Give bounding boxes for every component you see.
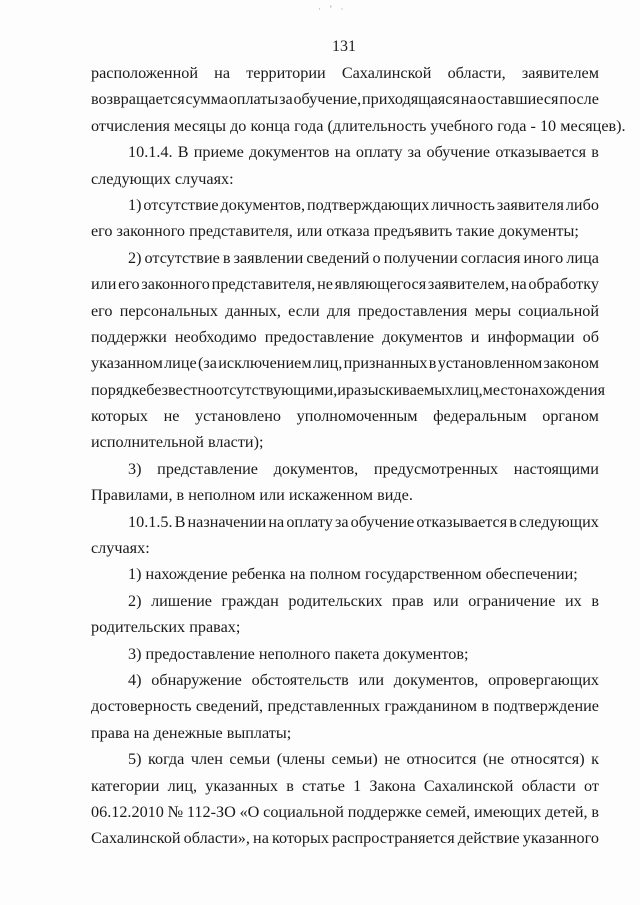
word: предоставления xyxy=(357,301,468,320)
word: предоставление xyxy=(264,327,375,346)
text-line xyxy=(91,271,599,297)
word: Сахалинской xyxy=(91,829,181,848)
word: обучение xyxy=(350,512,415,531)
word: за xyxy=(334,512,349,531)
text-line: родительских правах; xyxy=(91,618,241,637)
word: оплаты xyxy=(228,90,279,109)
word: обнаружение xyxy=(151,670,242,689)
word: области, xyxy=(447,64,506,82)
word: о xyxy=(372,248,381,267)
word: отказывается xyxy=(416,512,508,531)
word: сведений, xyxy=(195,697,264,716)
text-line xyxy=(91,773,599,799)
word: приеме xyxy=(193,143,244,162)
word: распространяется xyxy=(332,829,455,848)
word: 2) xyxy=(128,591,142,610)
word: в xyxy=(591,802,599,821)
word: отсутствующими, xyxy=(214,380,338,399)
word: лишение xyxy=(151,591,212,610)
word: Закона xyxy=(369,776,416,795)
word: в xyxy=(509,512,517,531)
text-line: случаях: xyxy=(91,539,150,558)
word: безвестно xyxy=(146,380,215,399)
word: действие xyxy=(457,829,520,848)
word: (члены xyxy=(276,750,326,769)
word: указанного xyxy=(522,829,599,848)
word: и xyxy=(337,380,346,399)
word: персональных xyxy=(119,301,219,320)
word: являющегося xyxy=(334,275,427,294)
word: Сахалинской xyxy=(341,64,432,82)
word: 06.12.2010 xyxy=(91,802,164,821)
text-line: следующих случаях: xyxy=(91,169,234,188)
word: В xyxy=(177,143,189,162)
word: № xyxy=(167,802,184,821)
word: на xyxy=(268,512,285,531)
text-line xyxy=(91,588,599,614)
word: не xyxy=(384,750,401,769)
word: исключением xyxy=(218,354,312,373)
word: член xyxy=(190,750,223,769)
word: документов xyxy=(382,327,463,346)
word: области», xyxy=(183,829,250,848)
word: место xyxy=(482,380,523,399)
word: имеющих xyxy=(473,802,542,821)
word: ограничение xyxy=(468,591,556,610)
word: либо xyxy=(565,195,599,214)
page-number: 131 xyxy=(332,38,356,55)
word: лиц, xyxy=(453,380,483,399)
word: 5) xyxy=(128,750,142,769)
word: меры xyxy=(474,301,511,320)
scan-artifact: · ʼ · xyxy=(318,4,347,14)
text-line xyxy=(91,667,599,693)
text-line xyxy=(91,693,599,719)
word: поддержки xyxy=(91,327,167,346)
word: на xyxy=(214,64,231,82)
word: приходящаяся xyxy=(361,90,460,109)
text-line xyxy=(91,509,599,535)
word: 10.1.4. xyxy=(128,143,173,162)
word: его xyxy=(118,275,140,294)
word: заявлении xyxy=(233,248,304,267)
text-line: исполнительной власти); xyxy=(91,433,264,452)
word: семьи) xyxy=(331,750,378,769)
word: подтверждение xyxy=(493,697,599,716)
word: настоящими xyxy=(513,459,599,478)
word: относятся) xyxy=(510,750,585,769)
word: за xyxy=(279,90,293,109)
word: возвращается xyxy=(91,90,185,109)
word: или xyxy=(91,275,117,294)
word: 2) xyxy=(128,248,142,267)
word: обработку xyxy=(528,275,599,294)
text-line xyxy=(91,60,599,86)
word: об xyxy=(582,327,599,346)
word: обучение xyxy=(426,143,491,162)
word: необходимо xyxy=(174,327,257,346)
word: федеральным xyxy=(433,407,527,426)
word: уполномоченным xyxy=(296,407,418,426)
word: его xyxy=(91,301,113,320)
word: когда xyxy=(147,750,185,769)
text-line xyxy=(91,324,599,350)
word: заявителем xyxy=(521,64,599,82)
word: представление xyxy=(157,459,258,478)
text-line xyxy=(91,403,599,429)
word: семей, xyxy=(425,802,471,821)
word: согласия xyxy=(460,248,521,267)
word: расположенной xyxy=(91,64,199,82)
word: личность xyxy=(431,195,495,214)
word: Сахалинской xyxy=(423,776,514,795)
word: назначении xyxy=(187,512,267,531)
text-line xyxy=(91,377,606,403)
word: представленных xyxy=(267,697,381,716)
text-line: отчисления месяцы до конца года (длительность учебного года - 10 месяцев). xyxy=(91,116,626,135)
word: отсутствие xyxy=(143,195,219,214)
word: подтверждающих xyxy=(307,195,430,214)
text-line xyxy=(91,456,599,482)
text-line: Правилами, в неполном или искаженном виде. xyxy=(91,486,413,505)
word: области xyxy=(521,776,576,795)
word: заявителя xyxy=(496,195,564,214)
word: законом xyxy=(543,354,599,373)
word: семьи xyxy=(229,750,271,769)
text-line: его законного представителя, или отказа предъявить такие документы; xyxy=(91,222,579,241)
word: в xyxy=(591,591,599,610)
word: документов, xyxy=(393,670,479,689)
word: установленном xyxy=(437,354,543,373)
word: признанных xyxy=(343,354,428,373)
word: в xyxy=(286,776,294,795)
text-line xyxy=(91,799,599,825)
word: прав xyxy=(392,591,424,610)
word: нахождения xyxy=(522,380,606,399)
word: не xyxy=(163,407,180,426)
word: отсутствие xyxy=(144,248,220,267)
word: родительских xyxy=(288,591,383,610)
word: сведений xyxy=(306,248,370,267)
word: следующих xyxy=(519,512,599,531)
word: оплату xyxy=(286,512,333,531)
word: получении xyxy=(383,248,458,267)
word: оставшиеся xyxy=(477,90,559,109)
word: от xyxy=(583,776,599,795)
text-line xyxy=(91,350,599,376)
word: информации xyxy=(487,327,575,346)
text-line xyxy=(91,245,599,271)
text-line xyxy=(91,139,599,165)
word: территории xyxy=(246,64,326,82)
word: законного xyxy=(141,275,210,294)
word: в xyxy=(591,143,599,162)
word: обстоятельств xyxy=(251,670,349,689)
word: указанных xyxy=(205,776,279,795)
word: поддержке xyxy=(347,802,422,821)
word: на xyxy=(510,275,527,294)
word: статье xyxy=(302,776,345,795)
word: отказывается xyxy=(495,143,587,162)
word: относится xyxy=(406,750,477,769)
word: или xyxy=(433,591,459,610)
word: 112-ЗО xyxy=(186,802,236,821)
word: если xyxy=(288,301,320,320)
text-line xyxy=(91,298,599,324)
word: представителя, xyxy=(211,275,316,294)
word: органом xyxy=(542,407,599,426)
word: или xyxy=(358,670,384,689)
word: 1 xyxy=(353,776,362,795)
word: которых xyxy=(91,407,148,426)
word: в xyxy=(428,354,437,373)
word: для xyxy=(326,301,351,320)
document-body xyxy=(91,60,626,852)
word: лице xyxy=(164,354,197,373)
word: на xyxy=(253,829,269,848)
word: социальной xyxy=(263,802,344,821)
word: лиц, xyxy=(312,354,343,373)
text-line xyxy=(91,825,599,851)
word: 1) xyxy=(128,195,142,214)
word: 3) xyxy=(128,459,142,478)
word: в xyxy=(481,697,490,716)
word: гражданином xyxy=(384,697,477,716)
word: указанном xyxy=(91,354,163,373)
word: не xyxy=(317,275,333,294)
word: категории xyxy=(91,776,160,795)
word: документов, xyxy=(273,459,359,478)
word: разыскиваемых xyxy=(345,380,454,399)
word: опровергающих xyxy=(488,670,599,689)
text-line xyxy=(91,746,599,772)
word: предусмотренных xyxy=(373,459,499,478)
text-line xyxy=(91,192,599,218)
word: документов xyxy=(249,143,330,162)
word: к xyxy=(591,750,599,769)
word: лица xyxy=(566,248,599,267)
word: за xyxy=(407,143,422,162)
text-line: 3) предоставление неполного пакета документов; xyxy=(128,644,469,663)
word: обучение, xyxy=(293,90,362,109)
word: сумма xyxy=(185,90,228,109)
word: лиц, xyxy=(167,776,198,795)
word: в xyxy=(222,248,231,267)
text-line: 1) нахождение ребенка на полном государственном обеспечении; xyxy=(128,565,578,584)
word: и xyxy=(470,327,480,346)
word: (не xyxy=(482,750,505,769)
word: порядке xyxy=(91,380,147,399)
word: заявителем, xyxy=(427,275,510,294)
word: данных, xyxy=(225,301,281,320)
word: социальной xyxy=(518,301,599,320)
word: на xyxy=(460,90,477,109)
word: граждан xyxy=(221,591,279,610)
word: после xyxy=(559,90,599,109)
word: оплату xyxy=(355,143,403,162)
word: «О xyxy=(239,802,260,821)
word: установлено xyxy=(195,407,281,426)
word: иного xyxy=(523,248,564,267)
text-line xyxy=(91,86,599,112)
word: которых xyxy=(271,829,329,848)
word: 4) xyxy=(128,670,142,689)
word: 10.1.5. xyxy=(128,512,173,531)
word: достоверность xyxy=(91,697,192,716)
word: В xyxy=(174,512,186,531)
word: документов, xyxy=(220,195,306,214)
text-line: права на денежные выплаты; xyxy=(91,723,292,742)
word: на xyxy=(334,143,351,162)
word: их xyxy=(564,591,582,610)
word: (за xyxy=(197,354,217,373)
word: детей, xyxy=(545,802,588,821)
